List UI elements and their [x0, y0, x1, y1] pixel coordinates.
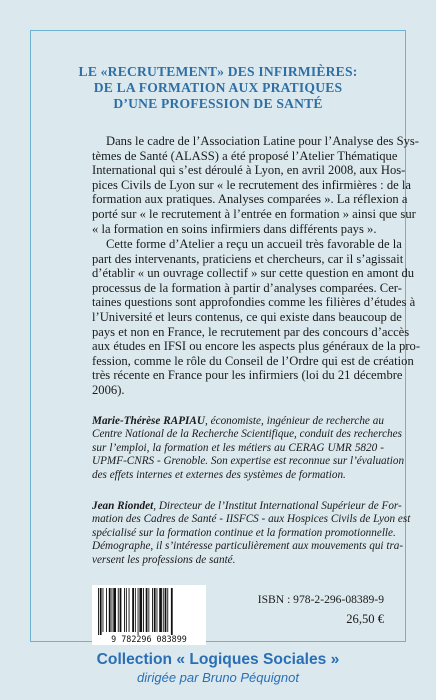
barcode-bar: [126, 588, 127, 632]
bio-line: spécialisé sur la formation continue et la formation promotionnelle.: [92, 526, 396, 539]
text-line: porté sur « le recrutement à l’entrée en formation » ainsi que sur: [92, 206, 416, 221]
text-line: processus de la formation à partir d’analyses comparées. Cer-: [92, 280, 402, 295]
barcode-bar: [138, 588, 139, 635]
barcode-bar: [132, 588, 134, 632]
author-name: Marie-Thérèse RAPIAU: [92, 415, 205, 427]
price: 26,50 €: [346, 612, 384, 626]
text-line: pays et non en France, le recrutement par des concours d’accès: [92, 324, 410, 339]
text-line: 2006).: [92, 382, 125, 397]
title-line-3: D’UNE PROFESSION DE SANTÉ: [113, 96, 323, 111]
text-line: fession, comme le rôle du Conseil de l’Ordre qui est de création: [92, 353, 414, 368]
text-line: très récente en France pour les infirmiers (loi du 21 décembre: [92, 368, 403, 383]
bio-line: versent les professions de santé.: [92, 553, 236, 566]
text-line: formation aux pratiques. Analyses comparées ». La réflexion a: [92, 192, 408, 207]
bio-line: [92, 500, 402, 513]
text-line: taines questions sont approfondies comme les filières d’études à: [92, 295, 416, 310]
barcode-bar: [103, 588, 104, 632]
text-line: pices Civils de Lyon sur « le recrutement des infirmières : de la: [92, 177, 411, 192]
text-line: Cette forme d’Atelier a reçu un accueil très favorable de la: [106, 237, 402, 251]
barcode-bar: [135, 588, 136, 632]
collection-title: Collection « Logiques Sociales »: [96, 651, 340, 668]
series-director: dirigée par Bruno Péquignot: [137, 670, 299, 685]
text-line: « la formation en soins infirmiers dans différents pays ».: [92, 221, 377, 236]
text-line: l’Université et leurs contenus, ce qui existe dans beaucoup de: [92, 309, 402, 324]
barcode-bars: [98, 588, 173, 635]
barcode-bar: [129, 588, 130, 632]
barcode-bar: [124, 588, 125, 632]
author-bio-1: [92, 415, 405, 482]
barcode-bar: [165, 588, 167, 632]
bio-line: mation des Cadres de Santé - IISFCS - aux Hospices Civils de Lyon est: [92, 513, 411, 526]
bio-line: Démographe, il s’intéresse particulièrement aux mouvements qui tra-: [92, 540, 404, 553]
bio-text: , Directeur de l’Institut International Supérieur de For-: [153, 500, 402, 512]
bio-line: [92, 415, 384, 428]
bio-line: sur l’emploi, la formation et les métiers au CERAG UMR 5820 -: [92, 441, 384, 454]
isbn: ISBN : 978-2-296-08389-9: [257, 593, 384, 606]
barcode-bar: [139, 588, 142, 632]
summary-paragraph-1: [92, 134, 420, 236]
barcode-bar: [157, 588, 158, 632]
barcode-bar: [148, 588, 149, 632]
barcode-bar: [163, 588, 164, 632]
bio-line: des effets internes et externes des systèmes de formation.: [92, 468, 346, 481]
text-line: part des intervenants, praticiens et chercheurs, car il s’agissait: [92, 251, 404, 266]
author-name: Jean Riondet: [92, 500, 154, 512]
barcode-bar: [118, 588, 119, 632]
barcode-bar: [100, 588, 102, 635]
text-line: International qui s’est déroulé à Lyon, en avril 2008, aux Hos-: [92, 163, 406, 178]
text-line: tèmes de Santé (ALASS) a été proposé l’Atelier Thématique: [92, 148, 398, 163]
barcode-bar: [113, 588, 116, 632]
barcode-bar: [152, 588, 153, 632]
barcode-bar: [154, 588, 156, 632]
summary-paragraph-2: [92, 237, 421, 398]
author-bio-2: [92, 500, 411, 567]
bio-line: UPMF-CNRS - Grenoble. Son expertise est reconnue sur l’évaluation: [92, 455, 405, 468]
barcode-bar: [159, 588, 162, 632]
barcode-bar: [106, 588, 107, 632]
title-line-1: LE «RECRUTEMENT» DES INFIRMIÈRES:: [78, 64, 358, 79]
barcode-bar: [143, 588, 144, 632]
text-line: aux études en IFSI ou encore les aspects plus généraux de la pro-: [92, 339, 421, 354]
bio-line: Centre National de la Recherche Scientifique, conduit des recherches: [92, 428, 402, 441]
barcode-bar: [171, 588, 173, 635]
barcode-bar: [146, 588, 148, 632]
barcode-bar: [167, 588, 168, 632]
barcode-bar: [109, 588, 111, 632]
barcode-bar: [98, 588, 99, 635]
bio-text: , économiste, ingénieur de recherche au: [204, 415, 384, 427]
text-line: Dans le cadre de l’Association Latine pour l’Analyse des Sys-: [106, 134, 420, 148]
barcode-digits: 9 782296 083899: [111, 634, 187, 644]
barcode-bar: [112, 588, 113, 632]
text-line: d’établir « un ouvrage collectif » sur cette question en amont du: [92, 266, 415, 281]
barcode-bar: [120, 588, 122, 632]
title-line-2: DE LA FORMATION AUX PRATIQUES: [93, 80, 343, 95]
barcode: [92, 585, 206, 645]
book-title: [36, 64, 400, 112]
